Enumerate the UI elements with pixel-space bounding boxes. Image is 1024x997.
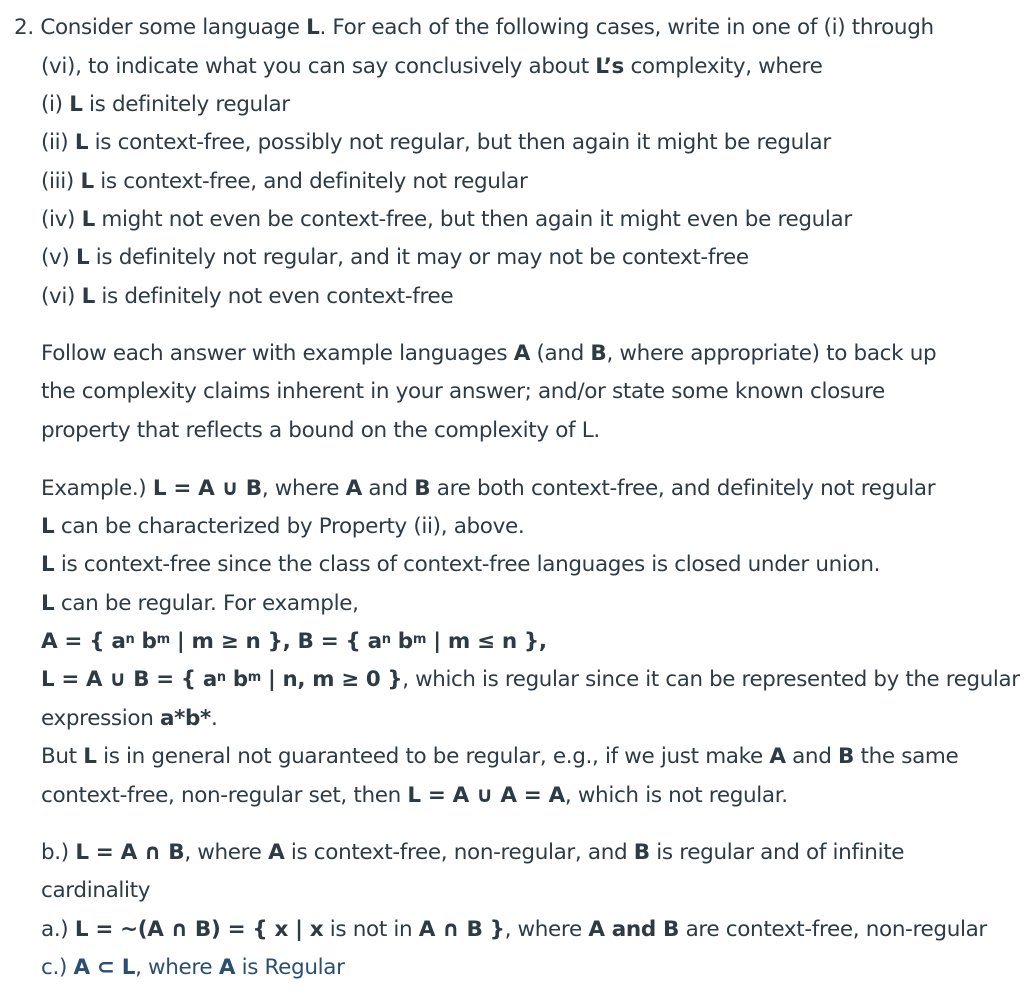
example-line-2: L can be characterized by Property (ii), above. bbox=[41, 514, 525, 539]
case-c: c.) A ⊂ L, where A is Regular bbox=[41, 955, 345, 980]
case-b-line-2: cardinality bbox=[41, 878, 151, 903]
example-line-8: But L is in general not guaranteed to be regular, e.g., if we just make A and B the same bbox=[41, 744, 959, 769]
follow-line-1: Follow each answer with example languages A (and B, where appropriate) to back up bbox=[41, 341, 937, 366]
option-v: (v) L is definitely not regular, and it may or may not be context-free bbox=[41, 245, 749, 270]
option-i: (i) L is definitely regular bbox=[41, 92, 290, 117]
question-intro-line-1: 2. Consider some language L. For each of the following cases, write in one of (i) through bbox=[14, 15, 934, 40]
follow-line-3: property that reflects a bound on the complexity of L. bbox=[41, 418, 600, 443]
option-ii: (ii) L is context-free, possibly not regular, but then again it might be regular bbox=[41, 130, 831, 155]
case-a: a.) L = ~(A ∩ B) = { x | x is not in A ∩ B }, where A and B are context-free, non-regular bbox=[41, 917, 987, 942]
example-line-6: L = A ∪ B = { $a^n$ $b^m$ | n, m ≥ 0 }, which is regular since it can be represented by the regular bbox=[41, 667, 1020, 692]
follow-line-2: the complexity claims inherent in your answer; and/or state some known closure bbox=[41, 379, 885, 404]
question-number: 2. bbox=[14, 15, 34, 40]
example-line-1: Example.) L = A ∪ B, where A and B are both context-free, and definitely not regular bbox=[41, 476, 936, 501]
example-line-4: L can be regular. For example, bbox=[41, 591, 359, 616]
option-iii: (iii) L is context-free, and definitely not regular bbox=[41, 169, 528, 194]
example-line-3: L is context-free since the class of context-free languages is closed under union. bbox=[41, 552, 881, 577]
example-line-9: context-free, non-regular set, then L = A ∪ A = A, which is not regular. bbox=[41, 783, 788, 808]
question-intro-line-2: (vi), to indicate what you can say conclusively about L’s complexity, where bbox=[41, 54, 823, 79]
option-vi: (vi) L is definitely not even context-free bbox=[41, 284, 454, 309]
case-b-line-1: b.) L = A ∩ B, where A is context-free, non-regular, and B is regular and of infinite bbox=[41, 840, 905, 865]
option-iv: (iv) L might not even be context-free, but then again it might even be regular bbox=[41, 207, 852, 232]
example-line-5: A = { $a^n$ $b^m$ | m ≥ n }, B = { $a^n$ $b^m$ | m ≤ n }, bbox=[41, 629, 547, 654]
example-line-7: expression a*b*. bbox=[41, 706, 218, 731]
